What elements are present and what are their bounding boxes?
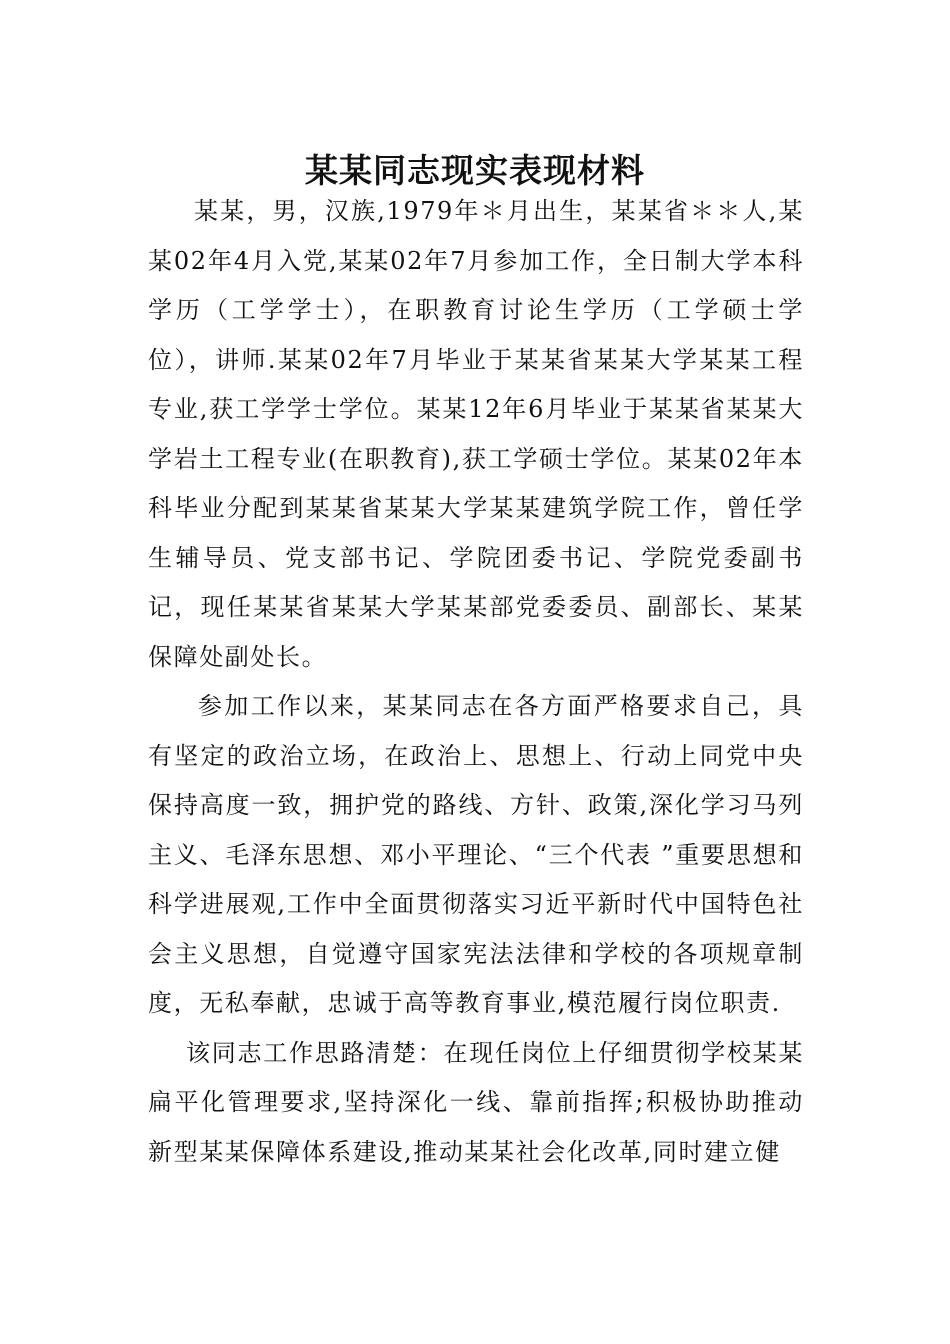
document-title: 某某同志现实表现材料 (305, 151, 645, 191)
document-body (148, 187, 804, 1177)
paragraph-work-approach: 该同志工作思路清楚：在现任岗位上仔细贯彻学校某某扁平化管理要求,坚持深化一线、靠前指挥;积极协助推动新型某某保障体系建设,推动某某社会化改革,同时建立健 (148, 1038, 804, 1166)
paragraph-biography: 某某，男，汉族,1979年＊月出生，某某省＊＊人,某某02年4月入党,某某02年7月参加工作，全日制大学本科学历（工学学士），在职教育讨论生学历（工学硕士学位），讲师.某某02年7月毕业于某某省某某大学某某工程专业,获工学学士学位。某某12年6月毕业于某某省某某大学岩土工程专业(在职教育),获工学硕士学位。某某02年本科毕业分配到某某省某某大学某某建筑学院工作，曾任学生辅导员、党支部书记、学院团委书记、学院党委副书记，现任某某省某某大学某某部党委委员、副部长、某某保障处副处长。 (148, 197, 804, 671)
paragraph-political-stance: 参加工作以来，某某同志在各方面严格要求自己，具有坚定的政治立场，在政治上、思想上、行动上同党中央保持高度一致，拥护党的路线、方针、政策,深化学习马列主义、毛泽东思想、邓小平理论、“三个代表 ”重要思想和科学进展观,工作中全面贯彻落实习近平新时代中国特色社会主义思想，自觉遵守国家宪法法律和学校的各项规章制度，无私奉献，忠诚于高等教育事业,模范履行岗位职责. (148, 692, 804, 1017)
